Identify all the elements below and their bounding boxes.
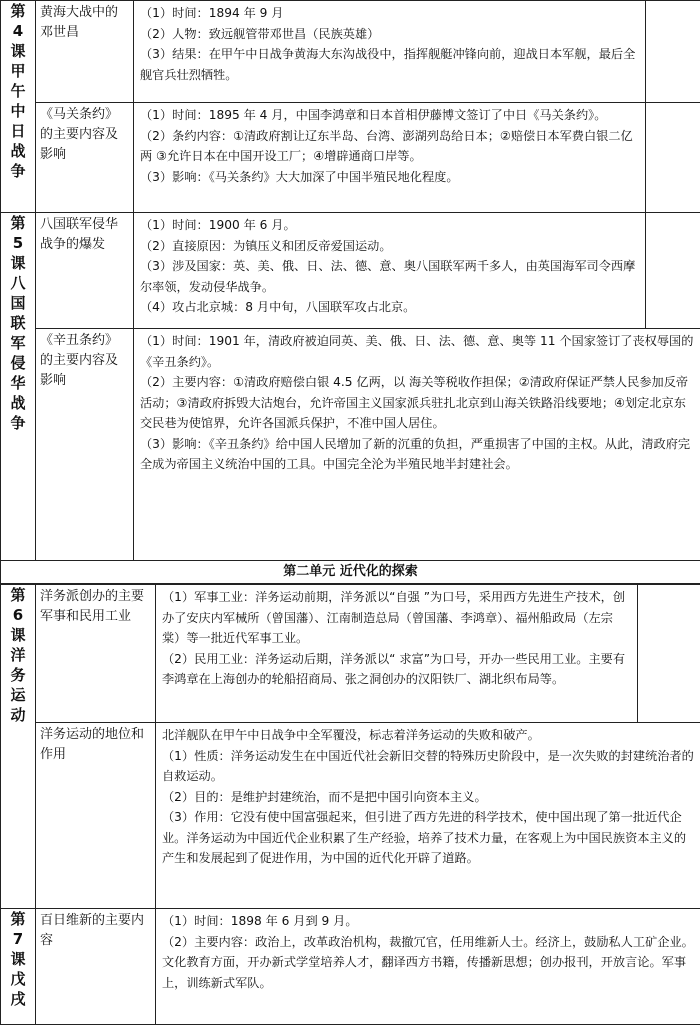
table-row — [1, 585, 700, 723]
lesson-5-label: 第 5 课 八 国 联 军 侵 华 战 争 — [1, 213, 36, 561]
topic-content: （1）时间：1894 年 9 月 （2）人物：致远舰管带邓世昌（民族英雄） （3）结果：在甲午中日战争黄海大东沟战役中，指挥舰艇冲锋向前，迎战日本军舰，最后全舰官兵壮烈牺牲。 — [134, 1, 646, 103]
history-table-part2 — [0, 584, 700, 1025]
topic-title: 《马关条约》的主要内容及影响 — [36, 103, 134, 213]
empty-cell — [646, 213, 700, 329]
table-row — [1, 213, 700, 329]
unit-title: 第二单元 近代化的探索 — [1, 561, 700, 584]
topic-title: 八国联军侵华战争的爆发 — [36, 213, 134, 329]
topic-content: （1）时间：1895 年 4 月，中国李鸿章和日本首相伊藤博文签订了中日《马关条约》。 （2）条约内容：①清政府割让辽东半岛、台湾、澎湖列岛给日本；②赔偿日本军费白银二亿两 ③允许日本在中国开设工厂；④增辟通商口岸等。 （3）影响：《马关条约》大大加深了中国半殖民地化程度。 — [134, 103, 646, 213]
topic-title: 《辛丑条约》的主要内容及影响 — [36, 329, 134, 561]
table-row — [1, 329, 700, 561]
lesson-4-label: 第 4 课 甲 午 中 日 战 争 — [1, 1, 36, 213]
topic-title: 百日维新的主要内容 — [36, 909, 156, 1025]
empty-cell — [646, 103, 700, 213]
empty-cell — [646, 1, 700, 103]
unit-heading-row — [1, 561, 700, 584]
topic-title: 黄海大战中的邓世昌 — [36, 1, 134, 103]
lesson-6-label: 第 6 课 洋 务 运 动 — [1, 585, 36, 909]
empty-cell — [638, 585, 700, 723]
table-row — [1, 103, 700, 213]
table-row — [1, 723, 700, 909]
topic-content: （1）时间：1901 年，清政府被迫同英、美、俄、日、法、德、意、奥等 11 个国家签订了丧权辱国的《辛丑条约》。 （2）主要内容：①清政府赔偿白银 4.5 亿两，以 海关等税收作担保；②清政府保证严禁人民参加反帝活动；③清政府拆毁大沽炮台，允许帝国主义国家派兵驻扎北京到山海关铁路沿线要地；④划定北京东交民巷为使馆界，允许各国派兵保护，不准中国人居住。 （3）影响：《辛丑条约》给中国人民增加了新的沉重的负担，严重损害了中国的主权。从此，清政府完全成为帝国主义统治中国的工具。中国完全沦为半殖民地半封建社会。 — [134, 329, 700, 561]
lesson-7-label: 第 7 课 戊 戌 — [1, 909, 36, 1025]
topic-content: （1）军事工业：洋务运动前期，洋务派以“自强 ”为口号，采用西方先进生产技术，创办了安庆内军械所（曾国藩）、江南制造总局（曾国藩、李鸿章）、福州船政局（左宗棠）等一批近代军事工业。 （2）民用工业：洋务运动后期，洋务派以“ 求富”为口号，开办一些民用工业。主要有李鸿章在上海创办的轮船招商局、张之洞创办的汉阳铁厂、湖北织布局等。 — [156, 585, 638, 723]
table-row — [1, 909, 700, 1025]
topic-title: 洋务派创办的主要军事和民用工业 — [36, 585, 156, 723]
topic-content: （1）时间：1900 年 6 月。 （2）直接原因：为镇压义和团反帝爱国运动。 （3）涉及国家：英、美、俄、日、法、德、意、奥八国联军两千多人，由英国海军司令西摩尔率领，发动侵华战争。 （4）攻占北京城：8 月中旬，八国联军攻占北京。 — [134, 213, 646, 329]
topic-title: 洋务运动的地位和作用 — [36, 723, 156, 909]
topic-content: （1）时间：1898 年 6 月到 9 月。 （2）主要内容：政治上，改革政治机构，裁撤冗官，任用维新人士。经济上，鼓励私人工矿企业。文化教育方面，开办新式学堂培养人才，翻译西方书籍，传播新思想；创办报刊，开放言论。军事上，训练新式军队。 — [156, 909, 700, 1025]
table-row — [1, 1, 700, 103]
topic-content: 北洋舰队在甲午中日战争中全军覆没，标志着洋务运动的失败和破产。 （1）性质：洋务运动发生在中国近代社会新旧交替的特殊历史阶段中，是一次失败的封建统治者的自救运动。 （2）目的：是维护封建统治，而不是把中国引向资本主义。 （3）作用：它没有使中国富强起来，但引进了西方先进的科学技术，使中国出现了第一批近代企业。洋务运动为中国近代企业积累了生产经验，培养了技术力量，在客观上为中国民族资本主义的产生和发展起到了促进作用，为中国的近代化开辟了道路。 — [156, 723, 700, 909]
